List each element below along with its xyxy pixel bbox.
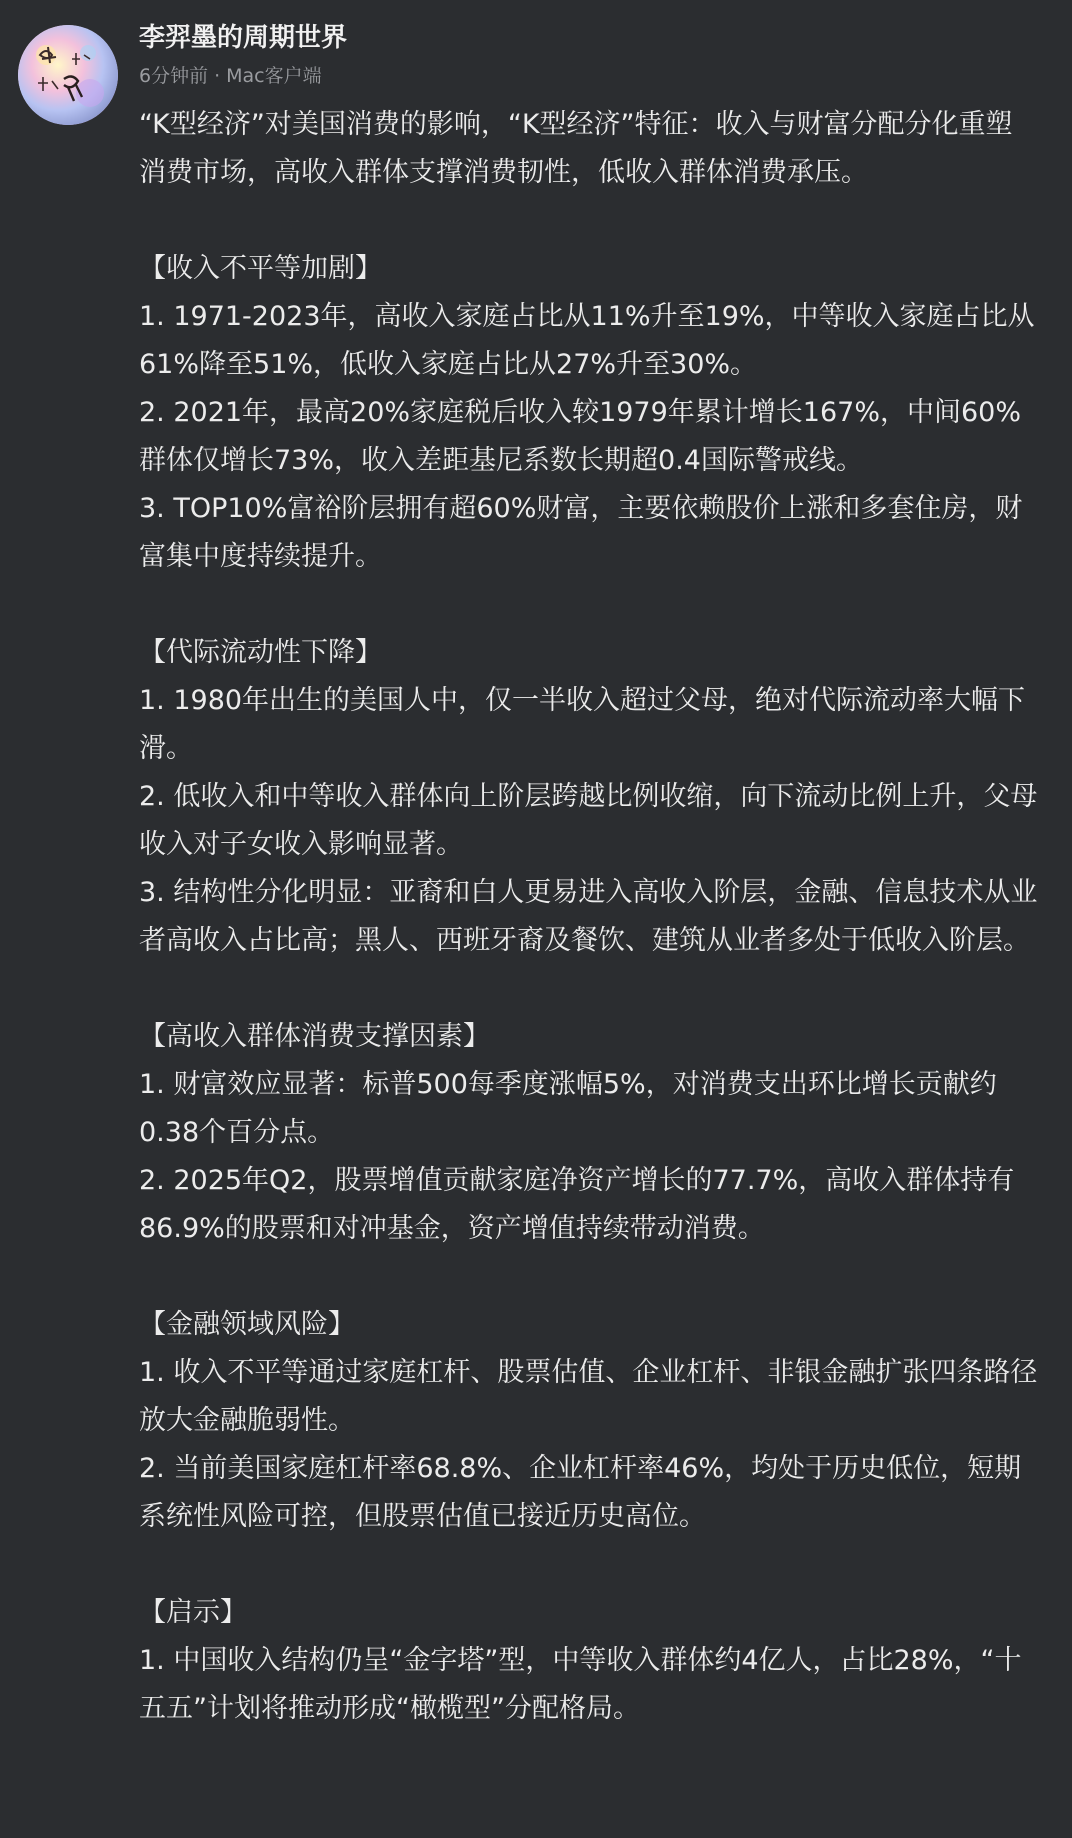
avatar[interactable] [18,25,118,125]
list-item: 2. 低收入和中等收入群体向上阶层跨越比例收缩，向下流动比例上升，父母收入对子女收入影响显著。 [139,781,1038,860]
section-implications [139,1589,1039,1733]
list-item: 2. 2025年Q2，股票增值贡献家庭净资产增长的77.7%，高收入群体持有86.9%的股票和对冲基金，资产增值持续带动消费。 [139,1165,1015,1244]
list-item: 2. 2021年，最高20%家庭税后收入较1979年累计增长167%，中间60%群体仅增长73%，收入差距基尼系数长期超0.4国际警戒线。 [139,397,1021,476]
list-item: 1. 中国收入结构仍呈“金字塔”型，中等收入群体约4亿人，占比28%，“十五五”计划将推动形成“橄榄型”分配格局。 [139,1645,1022,1724]
section-heading: 【金融领域风险】 [139,1309,355,1340]
section-heading: 【代际流动性下降】 [139,637,382,668]
list-item: 3. 结构性分化明显：亚裔和白人更易进入高收入阶层，金融、信息技术从业者高收入占比高；黑人、西班牙裔及餐饮、建筑从业者多处于低收入阶层。 [139,877,1038,956]
list-item: 1. 1980年出生的美国人中，仅一半收入超过父母，绝对代际流动率大幅下滑。 [139,685,1026,764]
list-item: 1. 财富效应显著：标普500每季度涨幅5%，对消费支出环比增长贡献约0.38个百分点。 [139,1069,997,1148]
section-high-income-support [139,1013,1039,1253]
section-mobility-decline [139,629,1039,965]
author-name[interactable]: 李羿墨的周期世界 [139,23,348,53]
post-client: Mac客户端 [226,65,322,87]
post-intro: “K型经济”对美国消费的影响，“K型经济”特征：收入与财富分配分化重塑消费市场，高收入群体支撑消费韧性，低收入群体消费承压。 [139,109,1013,188]
section-heading: 【启示】 [139,1597,247,1628]
meta-separator: · [214,65,221,87]
list-item: 1. 1971-2023年，高收入家庭占比从11%升至19%，中等收入家庭占比从61%降至51%，低收入家庭占比从27%升至30%。 [139,301,1035,380]
list-item: 3. TOP10%富裕阶层拥有超60%财富，主要依赖股价上涨和多套住房，财富集中度持续提升。 [139,493,1023,572]
section-heading: 【高收入群体消费支撑因素】 [139,1021,490,1052]
list-item: 1. 收入不平等通过家庭杠杆、股票估值、企业杠杆、非银金融扩张四条路径放大金融脆弱性。 [139,1357,1038,1436]
section-income-inequality [139,245,1039,581]
post-meta [139,62,322,90]
post-time: 6分钟前 [139,65,209,87]
avatar-image-icon [18,25,118,125]
section-heading: 【收入不平等加剧】 [139,253,382,284]
list-item: 2. 当前美国家庭杠杆率68.8%、企业杠杆率46%，均处于历史低位，短期系统性风险可控，但股票估值已接近历史高位。 [139,1453,1022,1532]
section-financial-risk [139,1301,1039,1541]
post-body [139,101,1039,1733]
